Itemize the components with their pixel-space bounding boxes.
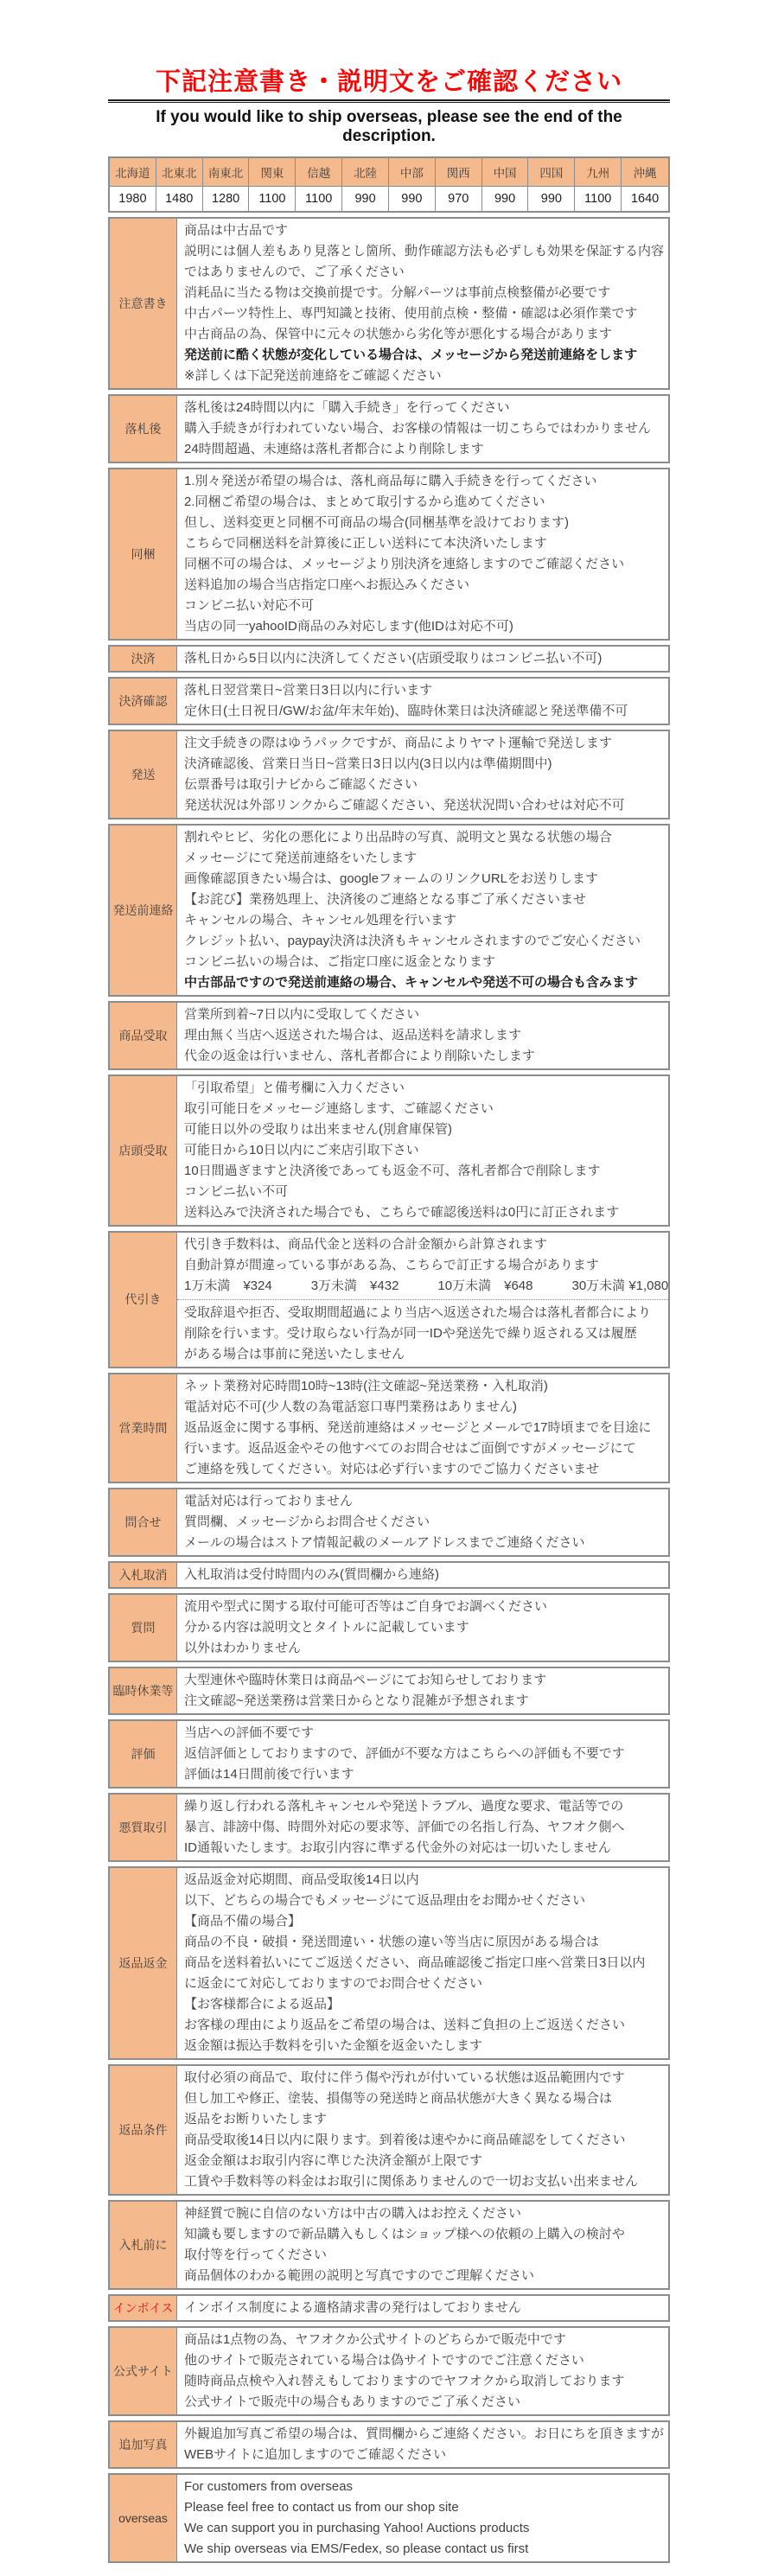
text-line: 但し、送料変更と同梱不可商品の場合(同梱基準を設けております) xyxy=(184,515,569,530)
text-line: 中古パーツ特性上、専門知識と技術、使用前点検・整備・確認は必須作業です xyxy=(184,306,638,321)
section-label-hyouka: 評価 xyxy=(110,1721,177,1787)
text-line: 伝票番号は取引ナビからご確認ください xyxy=(184,777,418,792)
section-label-shouhin-uketori: 商品受取 xyxy=(110,1003,177,1068)
section-label-daibiki: 代引き xyxy=(110,1233,177,1367)
text-line: 代引き手数料は、商品代金と送料の合計金額から計算されます xyxy=(184,1237,548,1252)
section-henpin-jouken xyxy=(108,2064,670,2196)
text-line: 商品受取後14日以内に限ります。到着後は速やかに商品確認をしてください xyxy=(184,2133,626,2147)
section-label-rinji-kyuugyou: 臨時休業等 xyxy=(110,1668,177,1713)
section-label-koushiki-site: 公式サイト xyxy=(110,2328,177,2414)
text-line: 質問欄、メッセージからお問合せください xyxy=(184,1514,430,1529)
text-line: 落札後は24時間以内に「購入手続き」を行ってください xyxy=(184,400,510,415)
text-line: 返信評価としておりますので、評価が不要な方はこちらへの評価も不要です xyxy=(184,1746,625,1761)
text-line: 送料追加の場合当店指定口座へお振込みください xyxy=(184,577,470,592)
section-label-rakusatsugo: 落札後 xyxy=(110,396,177,462)
section-hyouka xyxy=(108,1719,670,1789)
section-label-eigyou-jikan: 営業時間 xyxy=(110,1374,177,1482)
section-content xyxy=(177,826,668,995)
section-akushitsu-torihiki xyxy=(108,1793,670,1862)
shipping-price-cell: 990 xyxy=(389,187,436,211)
text-line: 電話対応は行っておりません xyxy=(184,1494,354,1508)
text-line: 自動計算が間違っている事がある為、こちらで訂正する場合があります xyxy=(184,1258,599,1272)
text-line: 割れやヒビ、劣化の悪化により出品時の写真、説明文と異なる状態の場合 xyxy=(184,830,612,845)
section-content xyxy=(177,2328,668,2414)
section-label-chuuigaki: 注意書き xyxy=(110,219,177,388)
section-label-nyuusatsu-torikeshi: 入札取消 xyxy=(110,1563,177,1587)
text-line: キャンセルの場合、キャンセル処理を行います xyxy=(184,913,457,928)
text-line: 返品返金対応期間、商品受取後14日以内 xyxy=(184,1872,419,1887)
section-content xyxy=(177,2296,668,2320)
shipping-price-cell: 1100 xyxy=(575,187,622,211)
shipping-region-header: 関東 xyxy=(249,158,296,187)
text-line: こちらで同梱送料を計算後に正しい送料にて本決済いたします xyxy=(184,536,547,551)
text-line: 神経質で腕に自信のない方は中古の購入はお控えください xyxy=(184,2206,522,2221)
section-content xyxy=(177,679,668,724)
section-content xyxy=(177,731,668,818)
text-line: 10日間過ぎますと決済後であっても返金不可、落札者都合で削除します xyxy=(184,1164,601,1178)
section-tentou-uketori xyxy=(108,1074,670,1227)
section-label-henpin-henkin: 返品返金 xyxy=(110,1868,177,2058)
section-nyuusatsu-torikeshi xyxy=(108,1561,670,1589)
text-line: 暴言、誹謗中傷、時間外対応の要求等、評価での名指し行為、ヤフオク側へ xyxy=(184,1820,625,1834)
text-line: 取引可能日をメッセージ連絡します、ご確認ください xyxy=(184,1101,494,1116)
text-line: 他のサイトで販売されている場合は偽サイトですのでご注意ください xyxy=(184,2353,584,2368)
text-line: 代金の返金は行いません、落札者都合により削除いたします xyxy=(184,1049,535,1063)
text-line: 取付必須の商品で、取付に伴う傷や汚れが付いている状態は返品範囲内です xyxy=(184,2070,625,2085)
section-content xyxy=(177,219,668,388)
section-content xyxy=(177,1868,668,2058)
notice-sections xyxy=(108,217,670,2563)
section-label-hassoumae-renraku: 発送前連絡 xyxy=(110,826,177,995)
overseas-subtitle: If you would like to ship overseas, please see the end of the description. xyxy=(156,108,622,145)
section-content xyxy=(177,1489,668,1555)
section-rakusatsugo xyxy=(108,394,670,463)
text-line: 随時商品点検や入れ替えもしておりますのでヤフオクから取消しております xyxy=(184,2374,625,2388)
section-content xyxy=(177,2422,668,2467)
section-label-shitsumon: 質問 xyxy=(110,1595,177,1661)
section-shitsumon xyxy=(108,1593,670,1662)
text-line: 落札日翌営業日~営業日3日以内に行います xyxy=(184,683,433,698)
section-rinji-kyuugyou xyxy=(108,1667,670,1715)
text-line: 当店への評価不要です xyxy=(184,1725,315,1740)
text-line: 1万未満 ¥324 3万未満 ¥432 10万未満 ¥648 30万未満 ¥1,080 xyxy=(184,1278,669,1293)
text-line: 理由無く当店へ返送された場合は、返品送料を請求します xyxy=(184,1028,522,1043)
shipping-price-cell: 970 xyxy=(436,187,482,211)
text-line: 大型連休や臨時休業日は商品ページにてお知らせしております xyxy=(184,1673,547,1687)
text-line: 【お詫び】業務処理上、決済後のご連絡となる事ご了承くださいませ xyxy=(184,892,587,907)
text-line: 商品は1点物の為、ヤフオクか公式サイトのどちらかで販売中です xyxy=(184,2332,566,2347)
text-line: Please feel free to contact us from our shop site xyxy=(184,2500,459,2515)
shipping-price-cell: 990 xyxy=(342,187,389,211)
section-overseas xyxy=(108,2473,670,2563)
shipping-region-header: 九州 xyxy=(575,158,622,187)
shipping-region-header: 北東北 xyxy=(156,158,203,187)
section-label-kessai: 決済 xyxy=(110,647,177,671)
section-content xyxy=(177,1668,668,1713)
text-line: 商品個体のわかる範囲の説明と写真ですのでご理解ください xyxy=(184,2268,535,2283)
text-line: 返品をお断りいたします xyxy=(184,2112,328,2126)
notice-sheet xyxy=(108,69,670,2563)
text-line: 注文確認~発送業務は営業日からとなり混雑が予想されます xyxy=(184,1693,529,1708)
section-label-tentou-uketori: 店頭受取 xyxy=(110,1076,177,1225)
section-label-overseas: overseas xyxy=(110,2475,177,2561)
section-shouhin-uketori xyxy=(108,1001,670,1070)
text-line: 発送状況は外部リンクからご確認ください、発送状況問い合わせは対応不可 xyxy=(184,798,625,813)
section-tsuika-shashin xyxy=(108,2420,670,2469)
text-line: 中古商品の為、保管中に元々の状態から劣化等が悪化する場合があります xyxy=(184,327,613,341)
section-hassoumae-renraku xyxy=(108,824,670,997)
section-henpin-henkin xyxy=(108,1866,670,2060)
text-line: 定休日(土日祝日/GW/お盆/年末年始)、臨時休業日は決済確認と発送準備不可 xyxy=(184,704,628,718)
text-line: コンビニ払いの場合は、ご指定口座に返金となります xyxy=(184,954,496,969)
dotted-separator xyxy=(177,1299,668,1300)
section-content xyxy=(177,1795,668,1860)
shipping-region-header: 関西 xyxy=(436,158,482,187)
shipping-price-cell: 1980 xyxy=(110,187,156,211)
text-line: 「引取希望」と備考欄に入力ください xyxy=(184,1081,405,1095)
section-content xyxy=(177,396,668,462)
text-line: に返金にて対応しておりますのでお問合せください xyxy=(184,1976,483,1991)
text-line: 電話対応不可(少人数の為電話窓口専門業務はありません) xyxy=(184,1400,517,1414)
text-line: 行います。返品返金やその他すべてのお問合せはご面倒ですがメッセージにて xyxy=(184,1441,636,1456)
section-content xyxy=(177,1563,668,1587)
text-line: ※詳しくは下記発送前連絡をご確認ください xyxy=(184,368,442,383)
shipping-region-header: 南東北 xyxy=(203,158,250,187)
text-line: ID通報いたします。お取引内容に準ずる代金外の対応は一切いたしません xyxy=(184,1840,611,1855)
text-line: We ship overseas via EMS/Fedex, so please contact us first xyxy=(184,2541,529,2556)
section-kessai xyxy=(108,645,670,673)
section-content xyxy=(177,1003,668,1068)
text-line: がある場合は事前に発送いたしません xyxy=(184,1347,405,1361)
shipping-fee-table xyxy=(108,156,670,213)
text-line: 但し加工や修正、塗装、損傷等の発送時と商品状態が大きく異なる場合は xyxy=(184,2091,613,2106)
text-line: 流用や型式に関する取付可能可否等はご自身でお調べください xyxy=(184,1599,548,1614)
text-line: 【商品不備の場合】 xyxy=(184,1914,302,1929)
text-line: 知識も要しますので新品購入もしくはショップ様への依頼の上購入の検討や xyxy=(184,2227,625,2241)
text-line: For customers from overseas xyxy=(184,2479,354,2494)
text-line: 返品返金に関する事柄、発送前連絡はメッセージとメールで17時頃までを目途に xyxy=(184,1420,652,1435)
shipping-region-header: 信越 xyxy=(296,158,342,187)
section-hassou xyxy=(108,730,670,819)
text-line: 商品は中古品です xyxy=(184,223,289,238)
text-line: ではありませんので、ご了承ください xyxy=(184,265,405,279)
section-content xyxy=(177,1721,668,1787)
section-content xyxy=(177,469,668,639)
text-line: メッセージにて発送前連絡をいたします xyxy=(184,851,418,865)
section-content xyxy=(177,647,668,671)
text-line: WEBサイトに追加しますのでご確認ください xyxy=(184,2447,447,2462)
text-line: 受取辞退や拒否、受取期間超過により当店へ返送された場合は落札者都合により xyxy=(184,1305,652,1320)
text-line: 2.同梱ご希望の場合は、まとめて取引するから進めてください xyxy=(184,494,545,509)
text-line: 削除を行います。受け取らない行為が同一IDや発送先で繰り返される又は履歴 xyxy=(184,1326,637,1341)
text-line: 24時間超過、未連絡は落札者都合により削除します xyxy=(184,442,484,456)
shipping-price-cell: 990 xyxy=(482,187,529,211)
section-daibiki xyxy=(108,1231,670,1368)
text-line: 可能日以外の受取りは出来ません(別倉庫保管) xyxy=(184,1122,452,1137)
text-line: コンビニ払い対応不可 xyxy=(184,598,315,613)
section-label-toiawase: 問合せ xyxy=(110,1489,177,1555)
text-line: 取付等を行ってください xyxy=(184,2248,328,2262)
section-content xyxy=(177,1076,668,1225)
text-line: 返金額は振込手数料を引いた金額を返金いたします xyxy=(184,2038,483,2053)
section-kessai-kakunin xyxy=(108,677,670,725)
text-line: 営業所到着~7日以内に受取してください xyxy=(184,1007,420,1022)
text-line: 返金金額はお取引内容に準じた決済金額が上限です xyxy=(184,2153,483,2168)
shipping-price-cell: 1280 xyxy=(203,187,250,211)
shipping-price-cell: 990 xyxy=(528,187,575,211)
text-line: 当店の同一yahooID商品のみ対応します(他IDは対応不可) xyxy=(184,619,513,634)
text-line: 同梱不可の場合は、メッセージより別決済を連絡しますのでご確認ください xyxy=(184,557,625,571)
text-line: 落札日から5日以内に決済してください(店頭受取りはコンビニ払い不可) xyxy=(184,651,603,666)
section-content xyxy=(177,1374,668,1482)
section-label-kessai-kakunin: 決済確認 xyxy=(110,679,177,724)
text-line: 注文手続きの際はゆうパックですが、商品によりヤマト運輸で発送します xyxy=(184,736,613,750)
title-divider xyxy=(108,99,670,103)
text-line: ご連絡を残してください。対応は必ず行いますのでご協力くださいませ xyxy=(184,1462,600,1476)
text-line: 分かる内容は説明文とタイトルに記載しています xyxy=(184,1620,469,1635)
section-content xyxy=(177,2202,668,2288)
text-line: お客様の理由により返品をご希望の場合は、送料ご負担の上ご返送ください xyxy=(184,2018,626,2032)
text-line: 1.別々発送が希望の場合は、落札商品毎に購入手続きを行ってください xyxy=(184,474,597,488)
text-line: 決済確認後、営業日当日~営業日3日以内(3日以内は準備期間中) xyxy=(184,756,552,771)
text-line: 商品を送料着払いにてご返送ください、商品確認後ご指定口座へ営業日3日以内 xyxy=(184,1955,646,1970)
section-toiawase xyxy=(108,1488,670,1557)
shipping-region-header: 北海道 xyxy=(110,158,156,187)
shipping-region-header: 四国 xyxy=(528,158,575,187)
text-line: 画像確認頂きたい場合は、googleフォームのリンクURLをお送りします xyxy=(184,871,599,886)
text-line: 可能日から10日以内にご来店引取下さい xyxy=(184,1143,419,1157)
shipping-price-cell: 1640 xyxy=(630,192,660,206)
text-line: 以下、どちらの場合でもメッセージにて返品理由をお聞かせください xyxy=(184,1893,586,1908)
section-content xyxy=(177,1595,668,1661)
text-line: 繰り返し行われる落札キャンセルや発送トラブル、過度な要求、電話等での xyxy=(184,1799,624,1814)
section-label-tsuika-shashin: 追加写真 xyxy=(110,2422,177,2467)
text-line: 外観追加写真ご希望の場合は、質問欄からご連絡ください。お日にちを頂きますが xyxy=(184,2426,665,2441)
text-line: 入札取消は受付時間内のみ(質問欄から連絡) xyxy=(184,1567,439,1582)
text-line: ネット業務対応時間10時~13時(注文確認~発送業務・入札取消) xyxy=(184,1379,548,1393)
text-line: 発送前に酷く状態が変化している場合は、メッセージから発送前連絡をします xyxy=(184,348,638,362)
shipping-region-header: 中国 xyxy=(482,158,529,187)
text-line: 公式サイトで販売中の場合もありますのでご了承ください xyxy=(184,2394,520,2409)
section-content xyxy=(177,2475,668,2561)
section-koushiki-site xyxy=(108,2326,670,2416)
text-line: 送料込みで決済された場合でも、こちらで確認後送料は0円に訂正されます xyxy=(184,1205,620,1220)
section-label-invoice: インボイス xyxy=(110,2296,177,2320)
shipping-price-cell: 1100 xyxy=(249,187,296,211)
shipping-region-header: 沖縄 xyxy=(622,158,668,187)
text-line: 消耗品に当たる物は交換前提です。分解パーツは事前点検整備が必要です xyxy=(184,285,611,300)
section-eigyou-jikan xyxy=(108,1373,670,1483)
shipping-price-cell: 1100 xyxy=(296,187,342,211)
section-invoice xyxy=(108,2294,670,2322)
text-line: 【お客様都合による返品】 xyxy=(184,1997,341,2012)
text-line: 工賃や手数料等の料金はお取引に関係ありませんので一切お支払い出来ません xyxy=(184,2174,639,2189)
section-nyuusatsu-mae xyxy=(108,2200,670,2290)
page-title: 下記注意書き・説明文をご確認ください xyxy=(155,68,622,96)
section-content xyxy=(177,2066,668,2194)
shipping-region-header: 中部 xyxy=(389,158,436,187)
text-line: 購入手続きが行われていない場合、お客様の情報は一切こちらではわかりません xyxy=(184,421,651,436)
text-line: 以外はわかりません xyxy=(184,1641,302,1655)
text-line: 評価は14日間前後で行います xyxy=(184,1767,354,1782)
text-line: 中古部品ですので発送前連絡の場合、キャンセルや発送不可の場合も含みます xyxy=(184,975,639,990)
section-label-hassou: 発送 xyxy=(110,731,177,818)
text-line: コンビニ払い不可 xyxy=(184,1184,289,1199)
text-line: クレジット払い、paypay決済は決済もキャンセルされますのでご安心ください xyxy=(184,934,641,948)
section-label-akushitsu-torihiki: 悪質取引 xyxy=(110,1795,177,1860)
shipping-price-cell: 1480 xyxy=(156,187,203,211)
text-line: メールの場合はストア情報記載のメールアドレスまでご連絡ください xyxy=(184,1535,585,1550)
text-line: 商品の不良・破損・発送間違い・状態の違い等当店に原因がある場合は xyxy=(184,1935,600,1949)
text-line: 説明には個人差もあり見落とし箇所、動作確認方法も必ずしも効果を保証する内容 xyxy=(184,244,665,258)
text-line: インボイス制度による適格請求書の発行はしておりません xyxy=(184,2300,521,2315)
section-label-henpin-jouken: 返品条件 xyxy=(110,2066,177,2194)
section-chuuigaki xyxy=(108,217,670,390)
section-label-nyuusatsu-mae: 入札前に xyxy=(110,2202,177,2288)
section-doukon xyxy=(108,468,670,641)
section-label-doukon: 同梱 xyxy=(110,469,177,639)
section-content xyxy=(177,1233,668,1367)
shipping-region-header: 北陸 xyxy=(342,158,389,187)
text-line: We can support you in purchasing Yahoo! Auctions products xyxy=(184,2521,530,2535)
